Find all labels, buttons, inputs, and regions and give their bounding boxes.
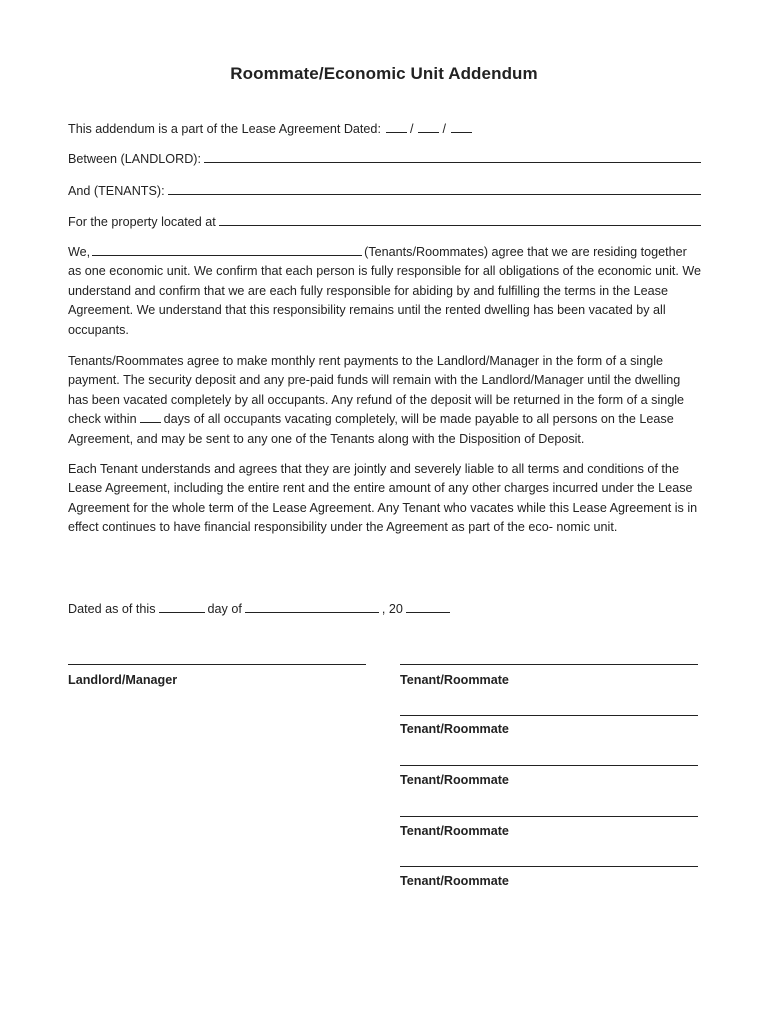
tenant-signature-label-1: Tenant/Roommate [400,673,509,687]
dated-year-prefix: , 20 [381,602,403,616]
intro-line [68,120,701,139]
landlord-line [68,150,701,169]
date-month-blank[interactable] [386,131,407,133]
dated-prefix: Dated as of this [68,602,156,616]
tenant-signature-label-5: Tenant/Roommate [400,874,509,888]
paragraph-economic-unit [68,243,702,340]
property-label: For the property located at [68,215,216,229]
date-separator-1: / [409,122,414,136]
tenant-signature-line-1[interactable] [400,664,698,665]
landlord-field[interactable] [204,161,701,163]
tenant-signature-label-2: Tenant/Roommate [400,722,509,736]
document-title: Roommate/Economic Unit Addendum [230,64,538,83]
para2-after: days of all occupants vacating completely, will be made payable to all persons on the Lease Agreement, and may be sent to any one of the Tenants along with the Disposition of Deposit. [68,412,674,446]
landlord-signature-label: Landlord/Manager [68,673,178,687]
para1-rest: (Tenants/Roommates) agree that we are residing together as one economic unit. We confirm that each person is fully responsible for all obligations of the economic unit. We understand and confirm that we are each fully responsible for abiding by and fulfilling the terms in the Lease Agreement. We understand that this responsibility remains until the rented dwelling has been vacated by all occupants. [68,245,702,337]
refund-days-blank[interactable] [140,421,161,423]
dated-day-blank[interactable] [159,611,205,613]
tenants-line [68,182,701,201]
date-year-blank[interactable] [451,131,472,133]
tenant-signature-line-4[interactable] [400,816,698,817]
tenant-signature-line-3[interactable] [400,765,698,766]
dated-month-blank[interactable] [245,611,379,613]
paragraph-joint-liability: Each Tenant understands and agrees that they are jointly and severely liable to all terms and conditions of the Lease Agreement, including the entire rent and the entire amount of any other charges incurred under the Lease Agreement for the whole term of the Lease Agreement. Any Tenant who vacates while this Lease Agreement is in effect continues to have financial responsibility under the Agreement as part of the eco- nomic unit. [68,462,698,535]
dated-day-of: day of [207,602,242,616]
property-field[interactable] [219,224,701,226]
property-line [68,213,701,232]
tenant-signature-label-4: Tenant/Roommate [400,824,509,838]
tenant-signature-label-3: Tenant/Roommate [400,773,509,787]
para1-start: We, [68,245,91,259]
landlord-signature-line[interactable] [68,664,366,665]
para2-before: Tenants/Roommates agree to make monthly rent payments to the Landlord/Manager in the form of a single payment. The security deposit and any pre-paid funds will remain with the Landlord/Manager until the dwelling has been vacated completely by all occupants. Any refund of the deposit will be returned in the form of a single check within [68,354,685,427]
paragraph-rent-deposit [68,352,702,449]
tenant-signature-line-5[interactable] [400,866,698,867]
landlord-label: Between (LANDLORD): [68,152,201,166]
tenants-label: And (TENANTS): [68,184,165,198]
dated-line [68,600,488,619]
intro-text: This addendum is a part of the Lease Agreement Dated: [68,122,381,136]
date-day-blank[interactable] [418,131,439,133]
dated-year-blank[interactable] [406,611,450,613]
roommates-names-blank[interactable] [92,254,362,256]
tenants-field[interactable] [168,193,701,195]
tenant-signature-line-2[interactable] [400,715,698,716]
date-separator-2: / [442,122,446,136]
